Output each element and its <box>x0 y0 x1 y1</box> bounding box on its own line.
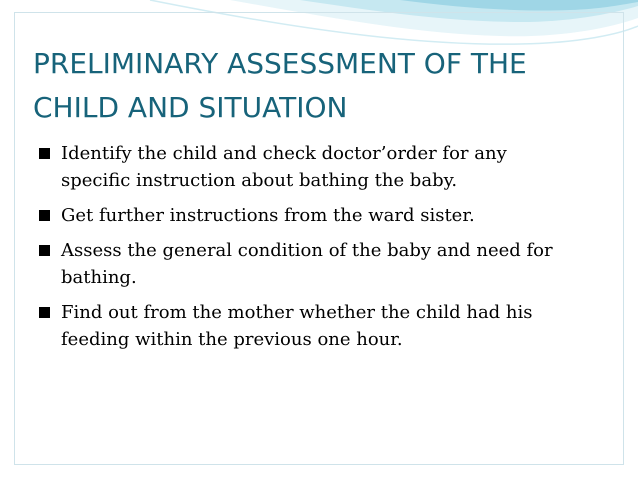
square-bullet-icon <box>39 307 50 318</box>
bullet-text-line: specific instruction about bathing the baby. <box>61 170 458 191</box>
title-line-1: PRELIMINARY ASSESSMENT OF THE <box>33 47 527 80</box>
square-bullet-icon <box>39 148 50 159</box>
slide-title <box>33 42 623 130</box>
bullet-text-line: bathing. <box>61 267 137 288</box>
bullet-text-line: Find out from the mother whether the child had his <box>61 302 533 323</box>
square-bullet-icon <box>39 245 50 256</box>
bullet-item <box>38 140 610 194</box>
title-line-2: CHILD AND SITUATION <box>33 91 348 124</box>
square-bullet-icon <box>39 210 50 221</box>
bullet-item <box>38 237 610 291</box>
bullet-text-line: Identify the child and check doctor’order for any <box>61 143 507 164</box>
bullet-text-line: Assess the general condition of the baby and need for <box>61 240 553 261</box>
bullet-list <box>38 140 610 361</box>
bullet-text-line: feeding within the previous one hour. <box>61 329 403 350</box>
bullet-item <box>38 299 610 353</box>
bullet-text-line: Get further instructions from the ward sister. <box>61 205 475 226</box>
bullet-item <box>38 202 610 229</box>
